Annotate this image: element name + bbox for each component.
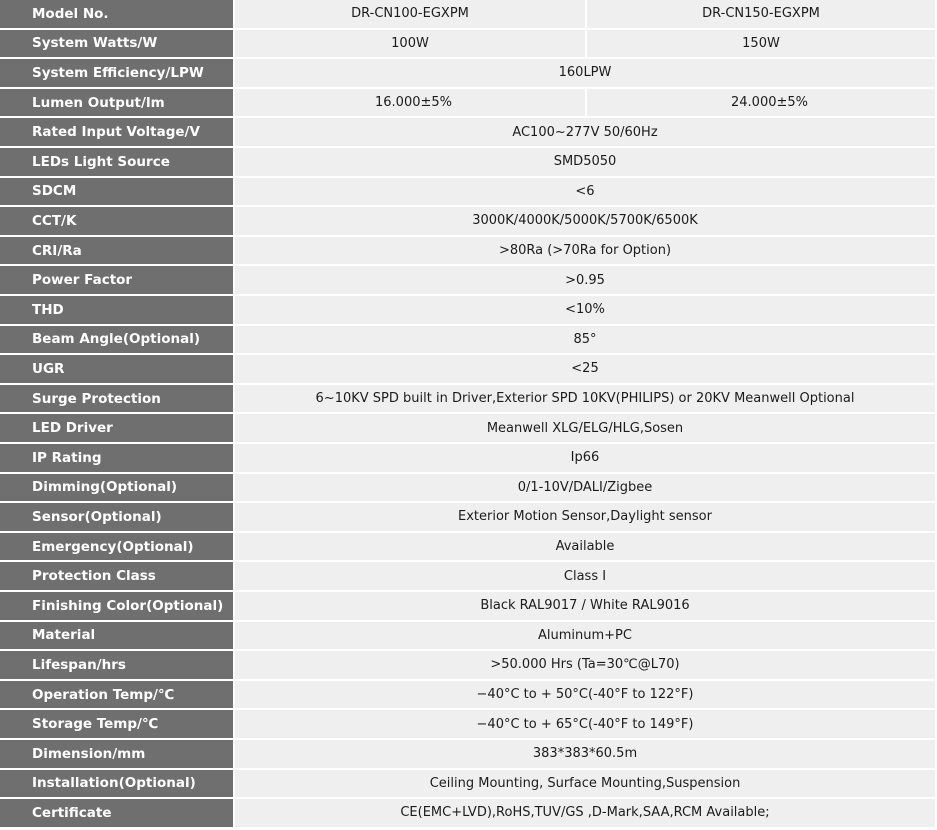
spec-label: LEDs Light Source [0,148,233,176]
spec-label: Beam Angle(Optional) [0,326,233,354]
spec-label: Emergency(Optional) [0,533,233,561]
spec-value: Ip66 [235,444,935,472]
spec-value: 0/1-10V/DALI/Zigbee [235,474,935,502]
spec-label: UGR [0,355,233,383]
spec-row-cct-k [0,207,937,237]
spec-label: Protection Class [0,562,233,590]
spec-value-model-2: 150W [587,30,935,58]
spec-value: Meanwell XLG/ELG/HLG,Sosen [235,414,935,442]
spec-value: 6~10KV SPD built in Driver,Exterior SPD 10KV(PHILIPS) or 20KV Meanwell Optional [235,385,935,413]
spec-label: Dimming(Optional) [0,474,233,502]
spec-value: −40°C to + 50°C(-40°F to 122°F) [235,681,935,709]
spec-row-led-driver [0,414,937,444]
spec-row-system-efficiency-lpw [0,59,937,89]
spec-value: AC100~277V 50/60Hz [235,118,935,146]
spec-label: Storage Temp/℃ [0,710,233,738]
spec-row-protection-class [0,562,937,592]
spec-row-system-watts-w [0,30,937,60]
spec-label: CRI/Ra [0,237,233,265]
spec-value: 383*383*60.5m [235,740,935,768]
spec-row-material [0,622,937,652]
spec-value: 3000K/4000K/5000K/5700K/6500K [235,207,935,235]
spec-value-model-1: 16.000±5% [235,89,585,117]
spec-value: Black RAL9017 / White RAL9016 [235,592,935,620]
spec-value: 85° [235,326,935,354]
spec-row-beam-angle-optional [0,326,937,356]
spec-label: Surge Protection [0,385,233,413]
spec-value: SMD5050 [235,148,935,176]
spec-value: CE(EMC+LVD),RoHS,TUV/GS ,D-Mark,SAA,RCM Available; [235,799,935,827]
spec-row-lumen-output-lm [0,89,937,119]
spec-label: System Efficiency/LPW [0,59,233,87]
spec-row-sdcm [0,178,937,208]
spec-row-rated-input-voltage-v [0,118,937,148]
spec-value: Class Ⅰ [235,562,935,590]
spec-label: System Watts/W [0,30,233,58]
spec-value: Exterior Motion Sensor,Daylight sensor [235,503,935,531]
spec-row-thd [0,296,937,326]
spec-value: 160LPW [235,59,935,87]
spec-label: Sensor(Optional) [0,503,233,531]
spec-row-leds-light-source [0,148,937,178]
spec-value-model-2: 24.000±5% [587,89,935,117]
spec-row-surge-protection [0,385,937,415]
spec-row-storage-temp [0,710,937,740]
spec-label: Certificate [0,799,233,827]
spec-label: Power Factor [0,266,233,294]
spec-value: Ceiling Mounting, Surface Mounting,Suspension [235,770,935,798]
spec-row-operation-temp [0,681,937,711]
spec-row-lifespan-hrs [0,651,937,681]
spec-value-model-1: 100W [235,30,585,58]
spec-label: Lifespan/hrs [0,651,233,679]
spec-label: LED Driver [0,414,233,442]
spec-row-certificate [0,799,937,829]
spec-value: >0.95 [235,266,935,294]
spec-label: IP Rating [0,444,233,472]
spec-value: <10% [235,296,935,324]
spec-row-dimming-optional [0,474,937,504]
spec-value: Aluminum+PC [235,622,935,650]
spec-label: Model No. [0,0,233,28]
spec-label: Operation Temp/℃ [0,681,233,709]
spec-label: Finishing Color(Optional) [0,592,233,620]
spec-label: Rated Input Voltage/V [0,118,233,146]
spec-value: Available [235,533,935,561]
spec-row-dimension-mm [0,740,937,770]
spec-label: THD [0,296,233,324]
spec-value: <25 [235,355,935,383]
spec-label: CCT/K [0,207,233,235]
spec-row-installation-optional [0,770,937,800]
spec-label: Material [0,622,233,650]
spec-value: <6 [235,178,935,206]
spec-row-finishing-color-optional [0,592,937,622]
spec-label: Lumen Output/lm [0,89,233,117]
spec-value-model-1: DR-CN100-EGXPM [235,0,585,28]
spec-label: Dimension/mm [0,740,233,768]
spec-value-model-2: DR-CN150-EGXPM [587,0,935,28]
spec-label: Installation(Optional) [0,770,233,798]
spec-row-emergency-optional [0,533,937,563]
spec-label: SDCM [0,178,233,206]
spec-row-cri-ra [0,237,937,267]
spec-row-ugr [0,355,937,385]
spec-row-power-factor [0,266,937,296]
spec-value: >80Ra (>70Ra for Option) [235,237,935,265]
spec-row-model-no [0,0,937,30]
spec-row-ip-rating [0,444,937,474]
spec-value: −40°C to + 65°C(-40°F to 149°F) [235,710,935,738]
spec-value: >50.000 Hrs (Ta=30℃@L70) [235,651,935,679]
spec-row-sensor-optional [0,503,937,533]
